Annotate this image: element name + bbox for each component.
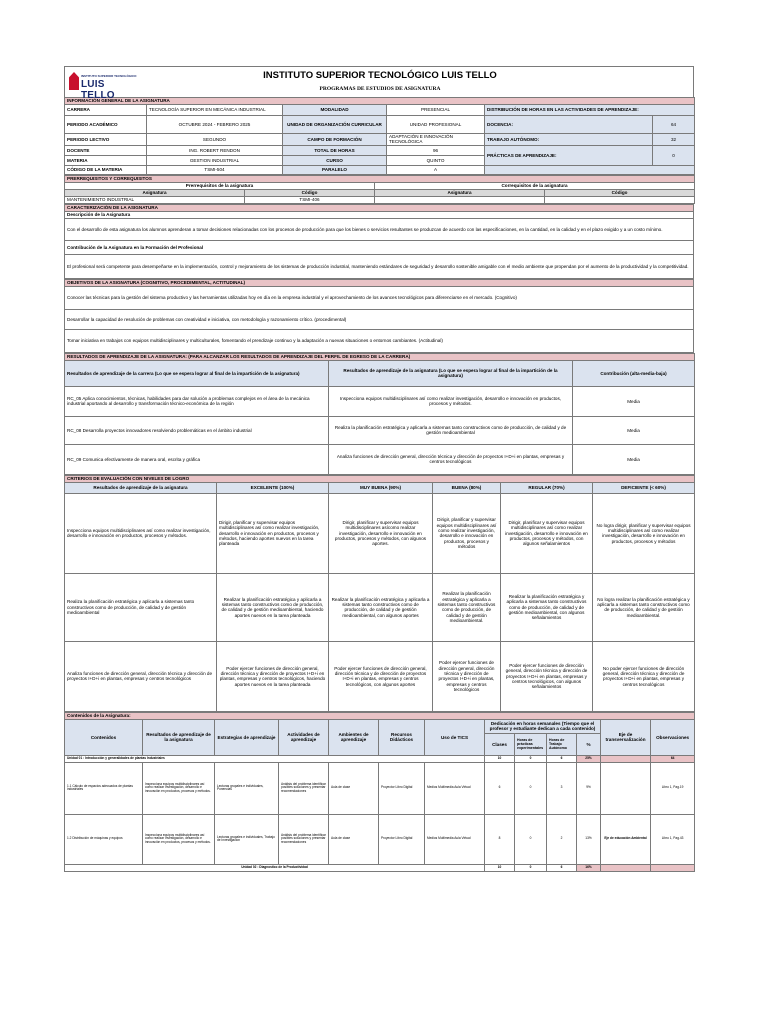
cont-cell: Proyector Libro Digital [379, 814, 425, 864]
unit-obs [651, 864, 695, 871]
label-curso: CURSO [283, 155, 387, 165]
value-campo: ADAPTACIÓN E INNOVACIÓN TECNOLÓGICA [387, 134, 485, 146]
cont-cell: Medios Multimedia Aula Virtual [425, 762, 485, 814]
cont-cell: Lecturas grupales e individuales, Trabajo de Investigacion [215, 814, 279, 864]
unit-autonomo: 6 [547, 864, 577, 871]
label-materia: MATERIA [65, 155, 147, 165]
value-autonomo: 32 [653, 134, 695, 146]
section-objetivos: OBJETIVOS DE LA ASIGNATURA (COGNITIVO, PROCEDIMENTAL, ACTITUDINAL) [65, 279, 694, 286]
blank-cell [485, 165, 695, 174]
label-practicas: PRÁCTICAS DE APRENDIZAJE: [485, 145, 653, 165]
cont-cell: Aula de clase [329, 762, 379, 814]
res-header-contrib: Contribución (alta-media-baja) [573, 360, 695, 386]
unit-autonomo: 6 [547, 755, 577, 762]
res-header-carrera: Resultados de aprendizaje de la carrera (Lo que se espera lograr al final de la impartición de la asignatura) [65, 360, 329, 386]
res-asignatura: Realiza la planificación estratégica y aplicarla a sistemas tanto constructivos como de producción, de calidad y de gestión medioambiental [329, 416, 573, 444]
res-carrera: RC_05 Aplica conocimientos, técnicas, habilidades para dar solución a problemas complejos en el área de la mecánica industrial aportando al desarrollo y transformación técnico-económica de la región [65, 386, 329, 416]
res-asignatura: Analiza funciones de dirección general, dirección técnica y dirección de proyectos I+D+i en plantas, empresas y centros tecnológicos [329, 444, 573, 474]
value-docente: ING. ROBERT RENDON [147, 145, 283, 155]
res-header-asignatura: Resultados de aprendizaje de la asignatura (Lo que se espera lograr al final de la impartición de la asignatura) [329, 360, 573, 386]
label-total: TOTAL DE HORAS [283, 145, 387, 155]
cont-header: Resultados de aprendizaje de la asignatura [143, 719, 215, 755]
value-unidad: UNIDAD PROFESIONAL [387, 116, 485, 134]
label-distribucion: DISTRIBUCIÓN DE HORAS EN LAS ACTIVIDADES DE APRENDIZAJE: [485, 105, 695, 116]
label-unidad: UNIDAD DE ORGANIZACIÓN CURRICULAR [283, 116, 387, 134]
crit-cell: No logra dirigir, planificar y supervisar equipos multidisciplinares así como realizar investigación, desarrollo e innovación en productos, procesos y métodos [593, 493, 695, 573]
res-contrib: Media [573, 416, 695, 444]
prereq-asig-header: Asignatura [65, 189, 245, 196]
coreq-code-header: Código [545, 189, 695, 196]
cont-header: Dedicación en horas semanales (Tiempo que el profesor y estudiante dedican a cada contenido) [485, 719, 601, 733]
crit-cell: Realiza la planificación estratégica y aplicarla a sistemas tanto constructivos como de producción, de calidad y de gestión medioambiental [65, 573, 217, 641]
objetivo-item: Desarrollar la capacidad de resolución de problemas con creatividad e iniciativa, con metodología y razonamiento crítico. (procedimental) [65, 309, 694, 329]
unit-row-title: Unidad 02 : Diagnostico de la Productividad [65, 864, 485, 871]
crit-cell: Realizar la planificación estratégica y aplicarla a sistemas tanto constructivos como de producción, de calidad y de gestión medioambiental, haciendo aportes nuevos en la tarea planteada [217, 573, 329, 641]
objetivo-item: Tomar iniciativa en trabajos con equipos multidisciplinares y multiculturales, fomentando el prendizaje continuo y la adaptación a nuevas situaciones o entornos cambiantes. (Actitudinal) [65, 329, 694, 352]
table-row [65, 444, 695, 474]
cont-cell: Inspecciona equipos multidisciplinares así como realizar investigación, desarrollo e innovación en productos, procesos y métodos. [143, 762, 215, 814]
value-modalidad: PRESENCIAL [387, 105, 485, 116]
value-paralelo: A [387, 165, 485, 174]
crit-cell: Poder ejercer funciones de dirección general, dirección técnica y dirección de proyectos I+D+i en plantas, empresas y centros tecnológicos, con algunos señalamientos [501, 641, 593, 711]
res-contrib: Media [573, 444, 695, 474]
label-paralelo: PARALELO [283, 165, 387, 174]
label-periodo: PERIODO ACADÉMICO [65, 116, 147, 134]
res-carrera: RC_09 Comunica efectivamente de manera oral, escrita y gráfica [65, 444, 329, 474]
study-program-sheet [64, 66, 694, 872]
section-caract: CARACTERIZACIÓN DE LA ASIGNATURA [65, 204, 694, 211]
cont-cell: Aula de clase [329, 814, 379, 864]
resultados-table [64, 353, 695, 475]
value-lectivo: SEGUNDO [147, 134, 283, 146]
label-modalidad: MODALIDAD [283, 105, 387, 116]
crit-cell: Poder ejercer funciones de dirección general, dirección técnica y dirección de proyectos I+D+i en plantas, empresas y centros tecnológicos [433, 641, 501, 711]
contrib-label: Contribución de la Asignatura en la Formación del Profesional [65, 240, 694, 254]
cont-cell: 0 [515, 814, 547, 864]
cont-header: Horas de Trabajo Autónomo [547, 733, 577, 755]
contenidos-table [64, 712, 695, 872]
coreq-asig-value [375, 196, 545, 203]
institute-title: INSTITUTO SUPERIOR TECNOLÓGICO LUIS TELLO [263, 70, 497, 81]
prereq-code-value: TSMI-406 [245, 196, 375, 203]
criterios-table [64, 475, 695, 712]
crit-cell: No poder ejercer funciones de dirección general, dirección técnica y dirección de proyectos I+D+i en plantas, empresas y centros tecnológicos [593, 641, 695, 711]
unit-clases: 10 [485, 755, 515, 762]
table-row [65, 641, 695, 711]
cont-header: Horas de prácticas experimentales [515, 733, 547, 755]
label-carrera: CARRERA [65, 105, 147, 116]
crit-header: MUY BUENA (90%) [329, 482, 433, 493]
coreq-code-value [545, 196, 695, 203]
prereq-table [64, 175, 695, 204]
crit-cell: Dirigir, planificar y supervisar equipos multidisciplinares asícomo realizar investigación, desarrollo e innovación en productos, procesos y métodos, con algunos aportes. [329, 493, 433, 573]
prereq-code-header: Código [245, 189, 375, 196]
crit-header: BUENA (80%) [433, 482, 501, 493]
section-resultados: RESULTADOS DE APRENDIZAJE DE LA ASIGNATURA: (PARA ALCANZAR LOS RESULTADOS DE APRENDIZAJE DEL PERFIL DE EGRESO DE LA CARRERA) [65, 353, 695, 360]
crit-cell: Dirigir, planificar y supervisar equipos multidisciplinares así como realizar investigación, desarrollo e innovación en productos, procesos y métodos, haciendo aportes nuevos en la tarea planteada [217, 493, 329, 573]
cont-header: Recursos Didácticos [379, 719, 425, 755]
crit-cell: Dirigir, planificar y supervisar equipos multidisciplinares así como realizar investigación, desarrollo e innovación en productos, procesos y métodos, con algunos señalamientos [501, 493, 593, 573]
label-lectivo: PERIODO LECTIVO [65, 134, 147, 146]
crit-header: EXCELENTE (100%) [217, 482, 329, 493]
section-general: INFORMACIÓN GENERAL DE LA ASIGNATURA [65, 98, 695, 105]
cont-cell: Inspecciona equipos multidisciplinares así como realizar investigación, desarrollo e innovación en productos, procesos y métodos. [143, 814, 215, 864]
res-contrib: Media [573, 386, 695, 416]
crit-cell: Dirigir, planificar y supervisar equipos multidisciplinares así como realizar investigación, desarrollo e innovación en productos, procesos y métodos [433, 493, 501, 573]
cont-cell: 2 [547, 814, 577, 864]
crit-header: DEFICIENTE (< 60%) [593, 482, 695, 493]
general-info-table [64, 97, 695, 175]
cont-cell: Análisis del problema identificar posibles soluciones y presentar recomendaciones [279, 762, 329, 814]
cont-cell: 9% [577, 762, 601, 814]
cont-cell: 1.2 Distribución de máquinas y equipos [65, 814, 143, 864]
crit-cell: No logra realizar la planificación estratégica y aplicarla a sistemas tanto constructivos como de producción, de calidad y de gestión medioambiental. [593, 573, 695, 641]
section-prereq: PRERREQUISITOS Y CORREQUISITOS [65, 175, 695, 182]
cont-header: Uso de TICS [425, 719, 485, 755]
section-criterios: CRITERIOS DE EVALUACIÓN CON NIVELES DE LOGRO [65, 475, 695, 482]
cont-cell: Análisis del problema identificar posibles soluciones y presentar recomendaciones [279, 814, 329, 864]
crit-header: Resultados de aprendizaje de la asignatura [65, 482, 217, 493]
label-campo: CAMPO DE FORMACIÓN [283, 134, 387, 146]
crit-cell: Realizar la planificación estratégica y aplicarla a sistemas tanto constructivos como de producción, de calidad y de gestión medioambiental, con algunos señalamientos [501, 573, 593, 641]
cont-header: Estrategias de aprendizaje [215, 719, 279, 755]
cont-cell [601, 762, 651, 814]
crit-cell: Realizar la planificación estratégica y aplicarla a sistemas tanto constructivos como de producción, de calidad y de gestión medioambiental. [433, 573, 501, 641]
table-row [65, 416, 695, 444]
cont-header: Ambientes de aprendizaje [329, 719, 379, 755]
cont-header: Contenidos [65, 719, 143, 755]
crit-header: REGULAR (70%) [501, 482, 593, 493]
label-docente: DOCENTE [65, 145, 147, 155]
cont-header: Clases [485, 733, 515, 755]
crit-cell: Poder ejercer funciones de dirección general, dirección técnica y de dirección de proyectos I+D+i en plantas, empresas y centros tecnológicos, con algunos aportes [329, 641, 433, 711]
prereq-asig-value: MANTENIMIENTO INDUSTRIAL [65, 196, 245, 203]
value-practicas: 0 [653, 145, 695, 165]
crit-cell: Poder ejercer funciones de dirección general, dirección técnica y dirección de proyectos I+D+i en plantas, empresas y centros tecnológicos, haciendo aportes nuevos en la tarea planteada [217, 641, 329, 711]
desc-label: Descripción de la Asignatura [65, 211, 694, 218]
unit-eje [601, 755, 651, 762]
unit-row-title: Unidad 01 : Introducción y generalidades de plantas Industriales [65, 755, 485, 762]
unit-practicas: 0 [515, 864, 547, 871]
unit-clases: 10 [485, 864, 515, 871]
cont-cell: 1.1 Cálculo de espacios adecuados de plantas industriales [65, 762, 143, 814]
table-row [65, 814, 695, 864]
cont-cell: 0 [515, 762, 547, 814]
cont-header: Eje de transversalización [601, 719, 651, 755]
cont-cell: Libro 1, Pag.43 [651, 814, 695, 864]
cont-cell: Medios Multimedia Aula Virtual [425, 814, 485, 864]
desc-text: Con el desarrollo de esta asignatura los alumnos aprenderan a tomar decisiones relacionadas con los procesos de producción para que los bienes o servicios resultantes se produzcan de acuerdo con las especificaciones, en la cantidad, en la calidad y en el plazo exigido y a un costo mínimo. [65, 218, 694, 240]
caracterizacion-table [64, 204, 694, 279]
contrib-text: El profesional será competente para desempeñarse en la implementación, control y mejoramiento de los sistemas de producción industrial, manteniendo estándares de seguridad y desarrollo sostenible amigable con el medio ambiente que propendan por el aumento de la productividad y la competitividad. [65, 254, 694, 278]
cont-header: Actividades de aprendizaje [279, 719, 329, 755]
value-total: 96 [387, 145, 485, 155]
cont-cell: 6 [485, 762, 515, 814]
label-docencia: DOCENCIA: [485, 116, 653, 134]
crit-cell: Analiza funciones de dirección general, dirección técnica y dirección de proyectos I+D+i en plantas, empresas y centros tecnológicos [65, 641, 217, 711]
logo-caption: INSTITUTO SUPERIOR TECNOLÓGICO [81, 74, 137, 78]
res-asignatura: Inspecciona equipos multidisciplinares así como realizar investigación, desarrollo e innovación en productos, procesos y métodos. [329, 386, 573, 416]
label-codigo: CÓDIGO DE LA MATERIA [65, 165, 147, 174]
res-carrera: RC_08 Desarrolla proyectos innovadores resolviendo problemáticas en el ámbito industrial [65, 416, 329, 444]
value-codigo: TSMI-504 [147, 165, 283, 174]
label-autonomo: TRABAJO AUTÓNOMO: [485, 134, 653, 146]
value-curso: QUINTO [387, 155, 485, 165]
crit-cell: Inspecciona equipos multidisciplinares así como realizar investigación, desarrollo e innovación en productos, procesos y métodos. [65, 493, 217, 573]
cont-cell: 13% [577, 814, 601, 864]
value-docencia: 64 [653, 116, 695, 134]
logo-wordmark: LUIS TELLO [81, 79, 115, 101]
cont-cell: Libro 1, Pag.19 [651, 762, 695, 814]
document-subtitle: PROGRAMAS DE ESTUDIOS DE ASIGNATURA [319, 86, 441, 92]
objetivo-item: Conocer las técnicas para la gestión del sistema productivo y las herramientas utilizadas hoy en día en la empresa industrial y el aprovechamiento de los avances tecnológicos para diferenciarse en el mercado. (Cognitivo) [65, 286, 694, 309]
table-row [65, 493, 695, 573]
table-row [65, 573, 695, 641]
cont-header: % [577, 733, 601, 755]
table-row [65, 762, 695, 814]
coreq-asig-header: Asignatura [375, 189, 545, 196]
objetivos-table [64, 279, 694, 353]
crit-cell: Realizar la planificación estratégica y aplicarla a sistemas tanto constructivos como de producción, de calidad y de gestión medioambiental, con algunos aportes [329, 573, 433, 641]
unit-obs: 64 [651, 755, 695, 762]
cont-cell: 3 [547, 762, 577, 814]
unit-eje [601, 864, 651, 871]
cont-cell: Eje de educación Ambiental [601, 814, 651, 864]
value-carrera: TECNOLOGÍA SUPERIOR EN MECÁNICA INDUSTRIAL [147, 105, 283, 116]
cont-cell: 8 [485, 814, 515, 864]
coreq-title: Correquisitos de la asignatura [375, 182, 695, 189]
section-contenidos: Contenidos de la Asignatura: [65, 712, 695, 719]
unit-pct: 16% [577, 864, 601, 871]
cont-cell: Lecturas grupales e individuales, Ponencias [215, 762, 279, 814]
value-materia: GESTION INDUSTRIAL [147, 155, 283, 165]
prereq-title: Prerrequisitos de la asignatura [65, 182, 375, 189]
cont-header: Observaciones [651, 719, 695, 755]
table-row [65, 386, 695, 416]
value-periodo: OCTUBRE 2024 - FEBRERO 2025 [147, 116, 283, 134]
unit-pct: 25% [577, 755, 601, 762]
unit-practicas: 0 [515, 755, 547, 762]
cont-cell: Proyector Libro Digital [379, 762, 425, 814]
